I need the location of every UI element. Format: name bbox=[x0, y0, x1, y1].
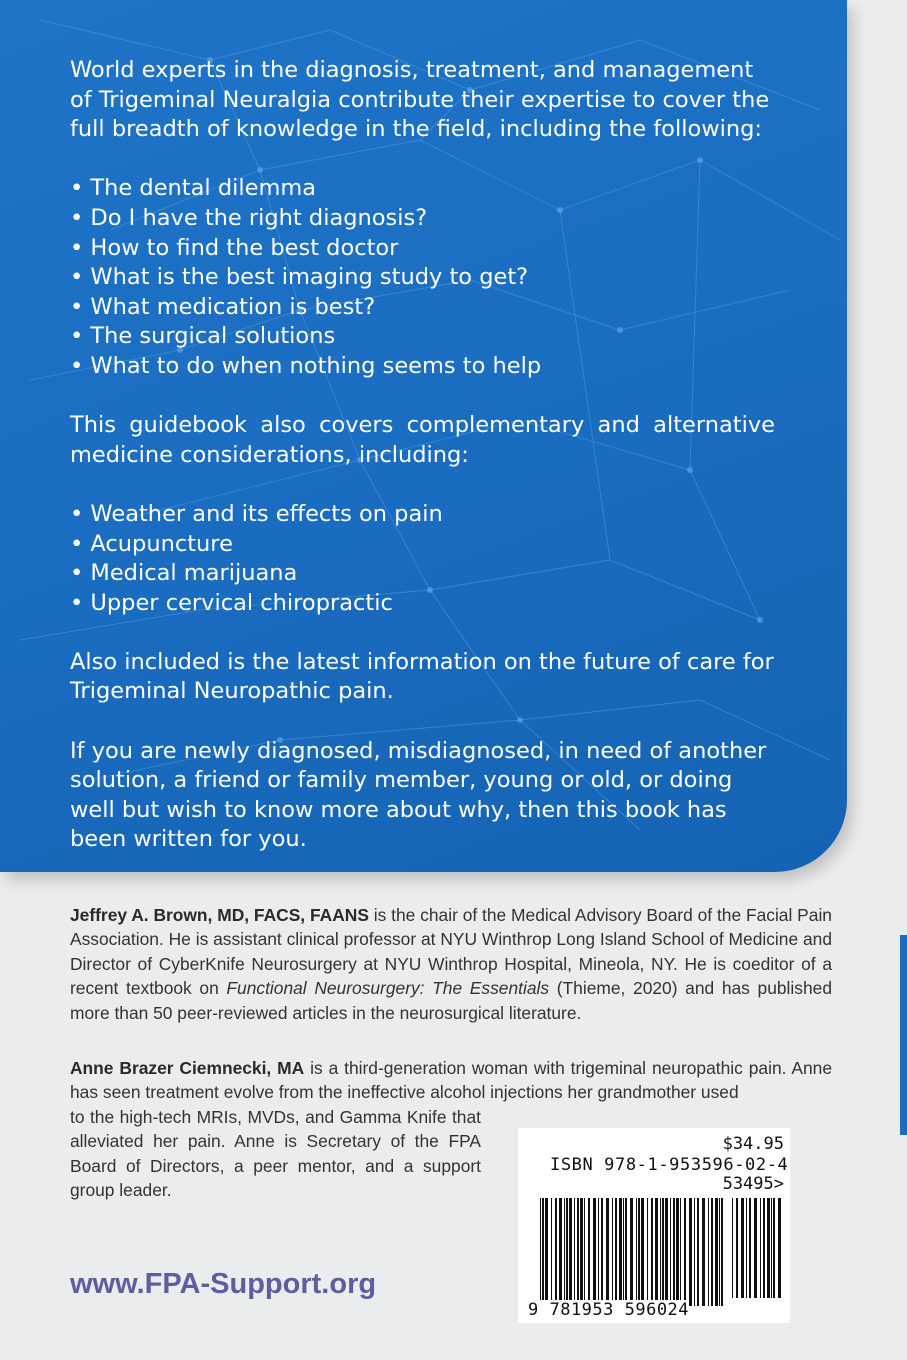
barcode-bar bbox=[673, 1198, 675, 1306]
barcode-bar bbox=[584, 1198, 585, 1306]
barcode-bar bbox=[702, 1198, 705, 1306]
list-item: • Upper cervical chiropractic bbox=[70, 589, 393, 616]
supplement-bar bbox=[746, 1198, 747, 1298]
list-item: • The dental dilemma bbox=[70, 175, 317, 202]
barcode-bar bbox=[680, 1198, 681, 1306]
price-label: $34.95 bbox=[722, 1134, 784, 1154]
ean-digits: 9 781953 596024 bbox=[528, 1300, 690, 1320]
barcode-bar bbox=[636, 1198, 637, 1306]
author1-name: Jeffrey A. Brown, MD, FACS, FAANS bbox=[70, 905, 369, 925]
barcode-bar bbox=[615, 1198, 617, 1306]
supplement-bar bbox=[767, 1198, 770, 1298]
barcode-bar bbox=[542, 1198, 544, 1306]
barcode-bar bbox=[697, 1198, 699, 1306]
barcode-bar bbox=[651, 1198, 653, 1306]
supplement-bar bbox=[778, 1198, 781, 1298]
barcode-bar bbox=[641, 1198, 644, 1306]
barcode-bar bbox=[655, 1198, 658, 1306]
barcode-bar bbox=[564, 1198, 565, 1306]
author1-book-title: Functional Neurosurgery: The Essentials bbox=[226, 978, 550, 999]
supplement-bar bbox=[763, 1198, 765, 1298]
barcode-bar bbox=[684, 1198, 686, 1306]
barcode-bar bbox=[540, 1198, 541, 1306]
supplement-bar bbox=[741, 1198, 744, 1298]
topics-list bbox=[70, 174, 775, 381]
author2-name: Anne Brazer Ciemnecki, MA bbox=[70, 1058, 305, 1078]
barcode-bar bbox=[689, 1198, 692, 1306]
list-item: • What to do when nothing seems to help bbox=[70, 352, 542, 379]
supplement-bar bbox=[773, 1198, 775, 1298]
back-cover-description bbox=[70, 56, 775, 855]
barcode-bar bbox=[606, 1198, 609, 1306]
barcode-bar bbox=[670, 1198, 671, 1306]
barcode-bar bbox=[569, 1198, 572, 1306]
isbn-barcode-box bbox=[518, 1128, 790, 1323]
barcode-bar bbox=[694, 1198, 695, 1306]
supplement-bar bbox=[732, 1198, 733, 1298]
list-item: • What medication is best? bbox=[70, 293, 376, 320]
barcode-bar bbox=[601, 1198, 603, 1306]
barcode-bar bbox=[625, 1198, 627, 1306]
barcode-bar bbox=[662, 1198, 664, 1306]
barcode-bar bbox=[612, 1198, 613, 1306]
barcode-bar bbox=[665, 1198, 668, 1306]
barcode-bar bbox=[577, 1198, 579, 1306]
complementary-list bbox=[70, 500, 775, 618]
barcode-bar bbox=[630, 1198, 633, 1306]
barcode-bar bbox=[638, 1198, 640, 1306]
author2-bio-text: is a third-generation woman with trigeminal neuropathic pain. Anne has seen treatment evolve from the ineffective alcohol injections her grandmother used bbox=[70, 1058, 832, 1103]
supplement-code: 53495> bbox=[722, 1174, 784, 1194]
side-tab-accent bbox=[900, 935, 907, 1135]
barcode-bar bbox=[715, 1198, 718, 1306]
barcode-bar bbox=[676, 1198, 679, 1306]
barcode-bar bbox=[647, 1198, 648, 1306]
supplement-bar bbox=[749, 1198, 751, 1298]
barcode-bar bbox=[721, 1198, 723, 1306]
author1-bio-text: is the chair of the Medical Advisory Board of the Facial Pain Association. He is assistant clinical professor at NYU Winthrop Long Island School of Medicine and Director of CyberKnife Neurosurgery at NYU Winthrop Hospital, Mineola, NY. He is coeditor of a recent textbook on bbox=[70, 905, 832, 999]
barcode-bar bbox=[708, 1198, 709, 1306]
audience-paragraph: If you are newly diagnosed, misdiagnosed, in need of another solution, a friend or family member, young or old, or doing well but wish to know more about why, then this book has been written for you. bbox=[70, 737, 767, 853]
barcode-bar bbox=[593, 1198, 596, 1306]
barcode-bar bbox=[598, 1198, 599, 1306]
list-item: • How to find the best doctor bbox=[70, 234, 399, 261]
list-item: • Do I have the right diagnosis? bbox=[70, 204, 428, 231]
list-item: • Acupuncture bbox=[70, 530, 233, 557]
supplement-bar bbox=[754, 1198, 757, 1298]
barcode-bar bbox=[574, 1198, 575, 1306]
barcode-bar bbox=[588, 1198, 590, 1306]
barcode-bar bbox=[623, 1198, 624, 1306]
list-item: • What is the best imaging study to get? bbox=[70, 264, 529, 291]
barcode-bar bbox=[566, 1198, 568, 1306]
intro-paragraph: World experts in the diagnosis, treatment, and management of Trigeminal Neuralgia contribute their expertise to cover the full breadth of knowledge in the field, including the following: bbox=[70, 57, 770, 143]
barcode-bar bbox=[711, 1198, 713, 1306]
website-url[interactable]: www.FPA-Support.org bbox=[70, 1268, 377, 1300]
author2-bio bbox=[70, 1056, 832, 1105]
isbn-label: ISBN 978-1-953596-02-4 bbox=[550, 1155, 789, 1175]
author1-bio-text-end: (Thieme, 2020) and has published more than 50 peer-reviewed articles in the neurosurgical literature. bbox=[70, 978, 832, 1023]
barcode-bar bbox=[580, 1198, 583, 1306]
barcode-bar bbox=[719, 1198, 720, 1306]
list-item: • Weather and its effects on pain bbox=[70, 500, 443, 527]
future-care-paragraph: Also included is the latest information on the future of care for Trigeminal Neuropathic pain. bbox=[70, 648, 774, 705]
barcode-bar bbox=[545, 1198, 548, 1306]
author2-bio-continued: to the high-tech MRIs, MVDs, and Gamma Knife that alleviated her pain. Anne is Secretary of the FPA Board of Directors, a peer mentor, and a support group leader. bbox=[70, 1107, 481, 1201]
supplement-bar bbox=[771, 1198, 772, 1298]
barcode-bar bbox=[555, 1198, 557, 1306]
barcode-bar bbox=[551, 1198, 552, 1306]
barcode-bar bbox=[559, 1198, 562, 1306]
author1-bio bbox=[70, 903, 832, 1025]
barcode-bar bbox=[619, 1198, 622, 1306]
list-item: • Medical marijuana bbox=[70, 560, 298, 587]
barcode-bar bbox=[660, 1198, 661, 1306]
complementary-intro: This guidebook also covers complementary and alternative medicine considerations, including: bbox=[70, 412, 775, 468]
list-item: • The surgical solutions bbox=[70, 323, 336, 350]
supplement-bar bbox=[760, 1198, 761, 1298]
supplement-bar bbox=[736, 1198, 738, 1298]
